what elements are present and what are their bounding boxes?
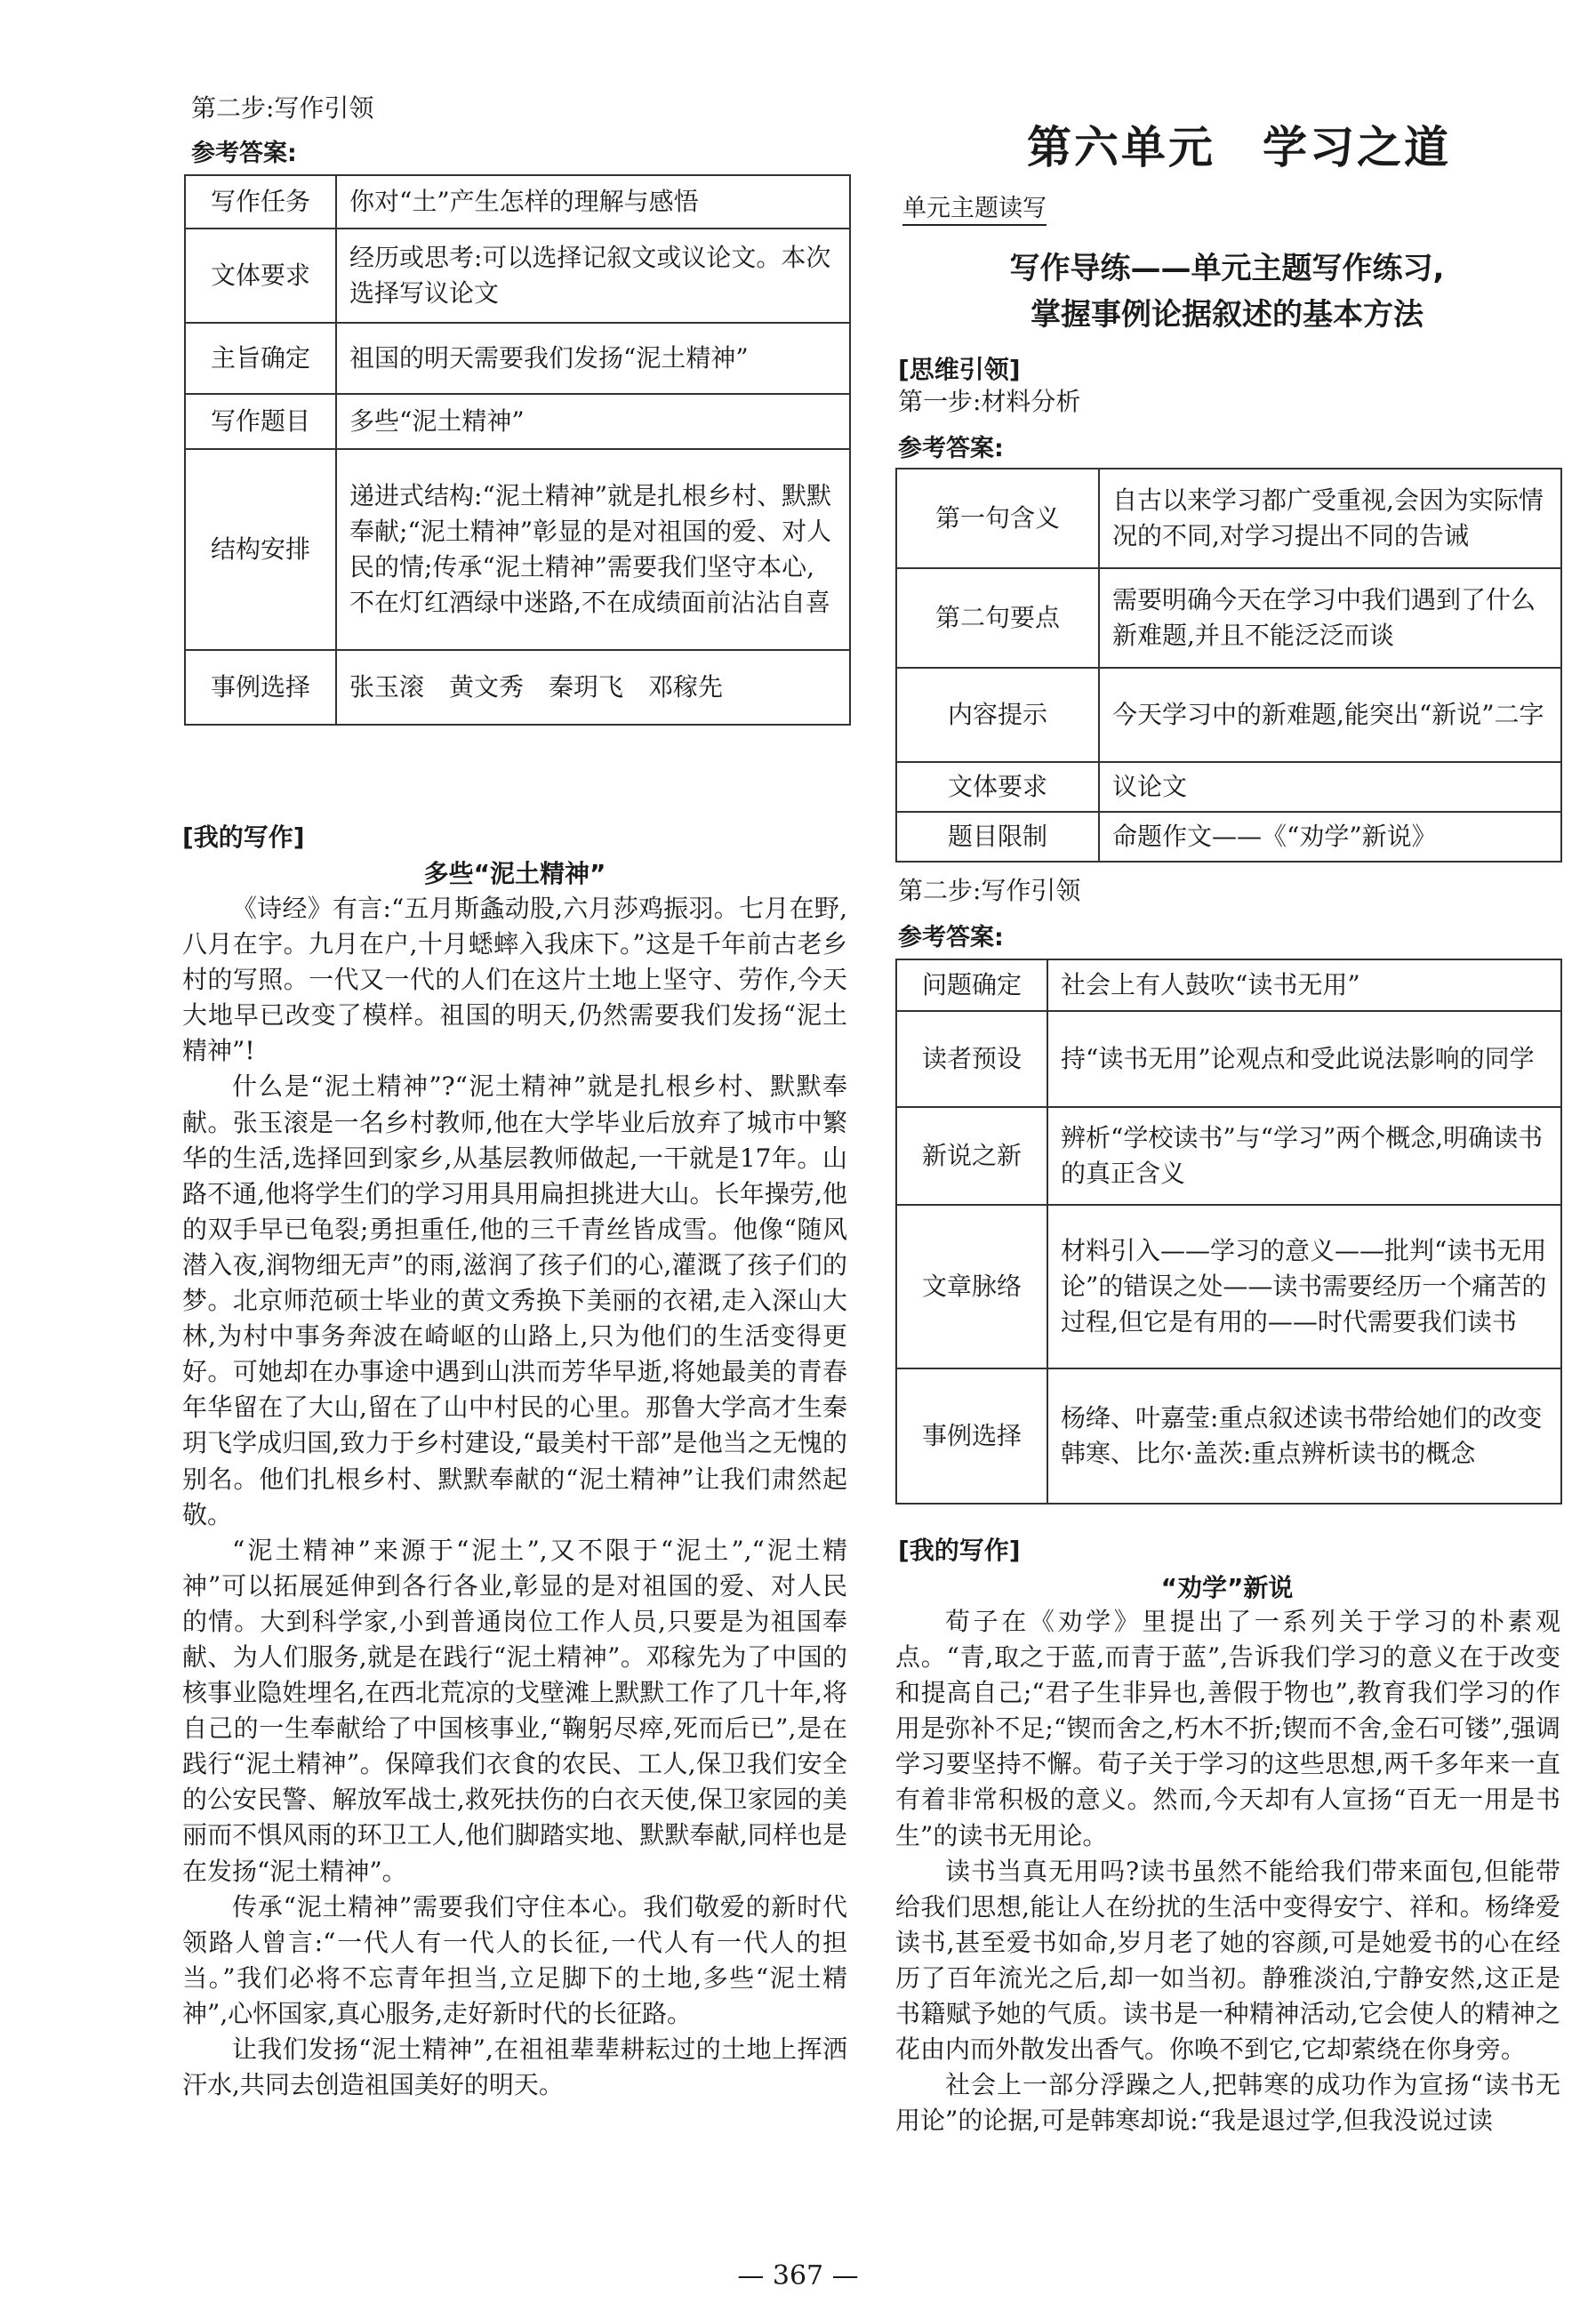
unit-theme-label: 单元主题读写	[902, 189, 1047, 226]
table-row	[185, 394, 850, 449]
essay-paragraph: 让我们发扬“泥土精神”,在祖祖辈辈耕耘过的土地上挥洒汗水,共同去创造祖国美好的明天。	[182, 2034, 847, 2100]
table-value: 议论文	[1099, 762, 1561, 812]
essay-paragraph: 什么是“泥土精神”?“泥土精神”就是扎根乡村、默默奉献。张玉滚是一名乡村教师,他在大学毕业后放弃了城市中繁华的生活,选择回到家乡,从基层教师做起,一干就是17年。山路不通,他将学生们的学习用具用扁担挑进大山。长年操劳,他的双手早已龟裂;勇担重任,他的三千青丝皆成雪。他像“随风潜入夜,润物细无声”的雨,滋润了孩子们的心,灌溉了孩子们的梦。北京师范硕士毕业的黄文秀换下美丽的衣裙,走入深山大林,为村中事务奔波在崎岖的山路上,只为他们的生活变得更好。可她却在办事途中遇到山洪而芳华早逝,将她最美的青春年华留在了大山,留在了山中村民的心里。那鲁大学高才生秦玥飞学成归国,致力于乡村建设,“最美村干部”是他当之无愧的别名。他们扎根乡村、默默奉献的“泥土精神”让我们肃然起敬。	[182, 1071, 847, 1529]
unit-title: 第六单元 学习之道	[1027, 121, 1451, 173]
essay-paragraph: “泥土精神”来源于“泥土”,又不限于“泥土”,“泥土精神”可以拓展延伸到各行各业,彰显的是对祖国的爱、对人民的情。大到科学家,小到普通岗位工作人员,只要是为祖国奉献、为人们服务,就是在践行“泥土精神”。邓稼先为了中国的核事业隐姓埋名,在西北荒凉的戈壁滩上默默工作了几十年,将自己的一生奉献给了中国核事业,“鞠躬尽瘁,死而后已”,是在践行“泥土精神”。保障我们衣食的农民、工人,保卫我们安全的公安民警、解放军战士,救死扶伤的白衣天使,保卫家园的美丽而不惧风雨的环卫工人,他们脚踏实地、默默奉献,同样也是在发扬“泥土精神”。	[182, 1535, 847, 1886]
right-step1-heading: 第一步:材料分析	[898, 387, 1081, 416]
table-value: 材料引入——学习的意义——批判“读书无用论”的错误之处——读书需要经历一个痛苦的过程,但它是有用的——时代需要我们读书	[1047, 1205, 1561, 1368]
guide-title-line1: 写作导练——单元主题写作练习,	[1009, 251, 1445, 286]
my-writing-heading: [我的写作]	[182, 822, 305, 852]
table-value: 祖国的明天需要我们发扬“泥土精神”	[336, 323, 850, 394]
essay-paragraph: 社会上一部分浮躁之人,把韩寒的成功作为宣扬“读书无用论”的论据,可是韩寒却说:“我是退过学,但我没说过读	[895, 2070, 1560, 2136]
table-value: 今天学习中的新难题,能突出“新说”二字	[1099, 668, 1561, 762]
essay-paragraph: 荀子在《劝学》里提出了一系列关于学习的朴素观点。“青,取之于蓝,而青于蓝”,告诉我们学习的意义在于改变和提高自己;“君子生非异也,善假于物也”,教育我们学习的作用是弥补不足;“锲而舍之,朽木不折;锲而不舍,金石可镂”,强调学习要坚持不懈。荀子关于学习的这些思想,两千多年来一直有着非常积极的意义。然而,今天却有人宣扬“百无一用是书生”的读书无用论。	[895, 1607, 1560, 1850]
table-key: 问题确定	[896, 959, 1047, 1011]
table-key: 文章脉络	[896, 1205, 1047, 1368]
essay-paragraph: 《诗经》有言:“五月斯螽动股,六月莎鸡振羽。七月在野,八月在宇。九月在户,十月蟋蟀入我床下。”这是千年前古老乡村的写照。一代又一代的人们在这片土地上坚守、劳作,今天大地早已改变了模样。祖国的明天,仍然需要我们发扬“泥土精神”!	[182, 894, 847, 1066]
essay-body	[182, 891, 847, 2103]
table-row	[185, 175, 850, 229]
table-row	[896, 812, 1561, 862]
table-value: 自古以来学习都广受重视,会因为实际情况的不同,对学习提出不同的告诫	[1099, 469, 1561, 568]
table-value	[1047, 1368, 1561, 1504]
table-row	[185, 650, 850, 725]
table-key: 第一句含义	[896, 469, 1099, 568]
table-key: 新说之新	[896, 1107, 1047, 1205]
table-key: 读者预设	[896, 1011, 1047, 1107]
right-essay-title: “劝学”新说	[1160, 1573, 1294, 1602]
table-value: 社会上有人鼓吹“读书无用”	[1047, 959, 1561, 1011]
table-key: 内容提示	[896, 668, 1099, 762]
table-value: 持“读书无用”论观点和受此说法影响的同学	[1047, 1011, 1561, 1107]
writing-lead-table	[895, 959, 1562, 1505]
essay-paragraph: 读书当真无用吗?读书虽然不能给我们带来面包,但能带给我们思想,能让人在纷扰的生活中变得安宁、祥和。杨绛爱读书,甚至爱书如命,岁月老了她的容颜,可是她爱书的心在经历了百年流光之后,却一如当初。静雅淡泊,宁静安然,这正是书籍赋予她的气质。读书是一种精神活动,它会使人的精神之花由内而外散发出香气。你唤不到它,它却萦绕在你身旁。	[895, 1856, 1560, 2065]
writing-guide-table	[184, 174, 851, 726]
table-row	[185, 323, 850, 394]
table-value: 张玉滚 黄文秀 秦玥飞 邓稼先	[336, 650, 850, 725]
table-row	[896, 1205, 1561, 1368]
table-value: 经历或思考:可以选择记叙文或议论文。本次选择写议论文	[336, 229, 850, 323]
right-step2-heading: 第二步:写作引领	[898, 876, 1081, 905]
thinking-heading: [思维引领]	[898, 355, 1021, 384]
table-key: 写作任务	[185, 175, 336, 229]
material-analysis-table	[895, 468, 1562, 863]
table-value: 多些“泥土精神”	[336, 394, 850, 449]
table-row	[896, 1107, 1561, 1205]
right-my-writing-heading: [我的写作]	[898, 1536, 1021, 1565]
right-answer-label-2: 参考答案:	[898, 924, 1004, 951]
essay-title: 多些“泥土精神”	[423, 859, 606, 888]
table-key: 结构安排	[185, 449, 336, 650]
table-row	[896, 1368, 1561, 1504]
example-line-2: 韩寒、比尔·盖茨:重点辨析读书的概念	[1061, 1439, 1476, 1468]
table-row	[896, 1011, 1561, 1107]
left-answer-label: 参考答案:	[191, 140, 297, 167]
table-row	[185, 449, 850, 650]
table-row	[896, 762, 1561, 812]
table-key: 文体要求	[185, 229, 336, 323]
table-value: 辨析“学校读书”与“学习”两个概念,明确读书的真正含义	[1047, 1107, 1561, 1205]
table-key: 写作题目	[185, 394, 336, 449]
essay-paragraph: 传承“泥土精神”需要我们守住本心。我们敬爱的新时代领路人曾言:“一代人有一代人的长征,一代人有一代人的担当。”我们必将不忘青年担当,立足脚下的土地,多些“泥土精神”,心怀国家,真心服务,走好新时代的长征路。	[182, 1891, 847, 2028]
table-key: 主旨确定	[185, 323, 336, 394]
table-row	[896, 568, 1561, 668]
table-key: 事例选择	[185, 650, 336, 725]
table-key: 事例选择	[896, 1368, 1047, 1504]
example-line-1: 杨绛、叶嘉莹:重点叙述读书带给她们的改变	[1061, 1403, 1543, 1432]
table-key: 文体要求	[896, 762, 1099, 812]
table-row	[896, 668, 1561, 762]
table-value: 命题作文——《“劝学”新说》	[1099, 812, 1561, 862]
table-key: 题目限制	[896, 812, 1099, 862]
left-step2-heading: 第二步:写作引领	[191, 93, 374, 123]
table-key: 第二句要点	[896, 568, 1099, 668]
page-number: — 367 —	[737, 2260, 859, 2291]
guide-title-line2: 掌握事例论据叙述的基本方法	[1031, 297, 1424, 333]
table-value: 需要明确今天在学习中我们遇到了什么新难题,并且不能泛泛而谈	[1099, 568, 1561, 668]
right-essay-body	[895, 1604, 1560, 2138]
table-row	[896, 959, 1561, 1011]
right-answer-label-1: 参考答案:	[898, 435, 1004, 462]
table-row	[896, 469, 1561, 568]
table-row	[185, 229, 850, 323]
table-value: 你对“土”产生怎样的理解与感悟	[336, 175, 850, 229]
table-value: 递进式结构:“泥土精神”就是扎根乡村、默默奉献;“泥土精神”彰显的是对祖国的爱、对人民的情;传承“泥土精神”需要我们坚守本心,不在灯红酒绿中迷路,不在成绩面前沾沾自喜	[336, 449, 850, 650]
